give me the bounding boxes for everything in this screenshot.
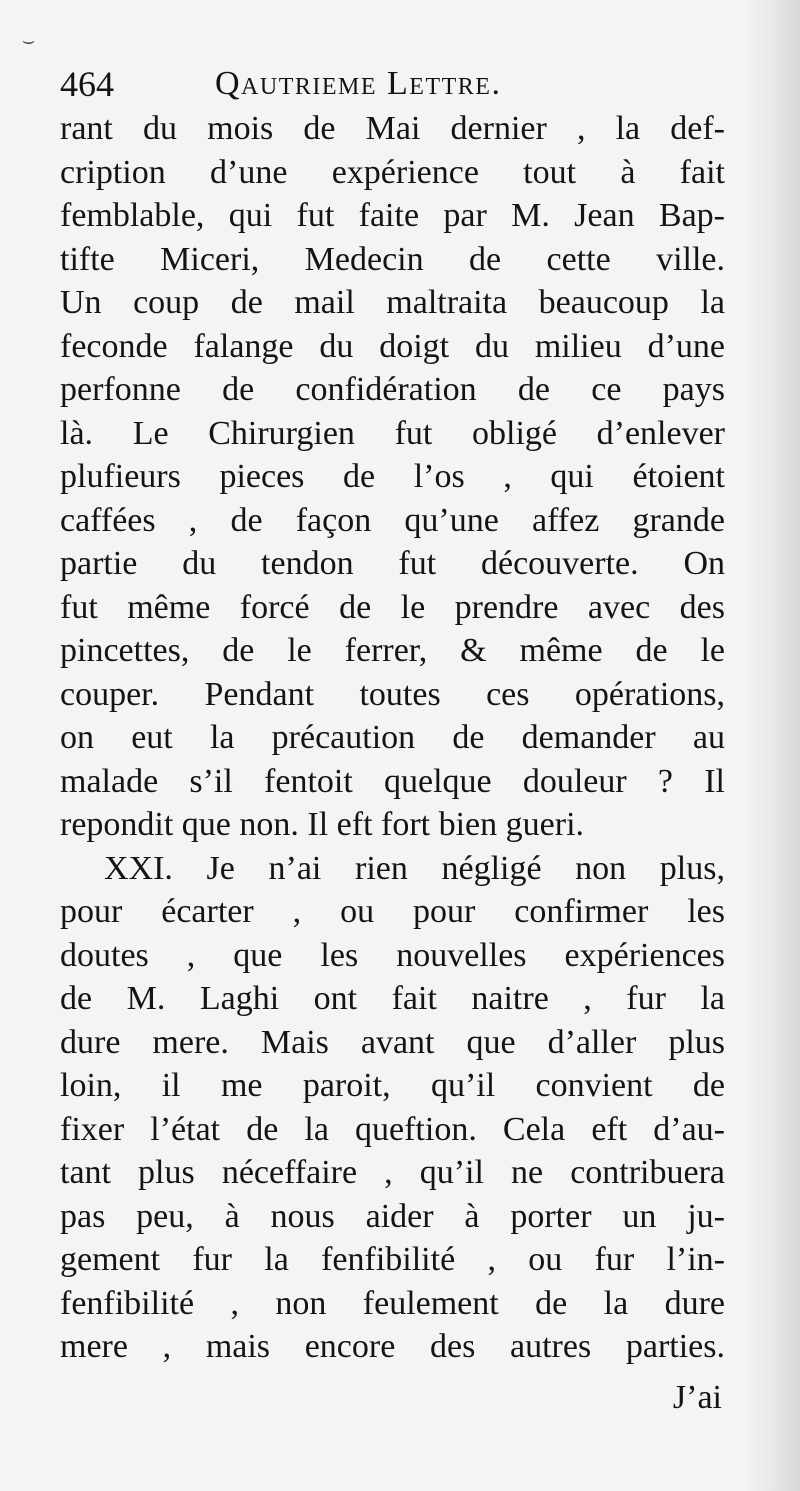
text-line: là. Le Chirurgien fut obligé d’enlever [60, 414, 725, 452]
text-line: repondit que non. Il eft fort bien gueri. [60, 806, 585, 843]
body-text [60, 107, 725, 1369]
text-line: gement fur la fenfibilité , ou fur l’in- [60, 1241, 725, 1278]
text-line: pas peu, à nous aider à porter un ju- [60, 1197, 725, 1235]
text-line: XXI. Je n’ai rien négligé non plus, [104, 849, 725, 887]
text-line: fixer l’état de la queftion. Cela eft d’au- [60, 1110, 725, 1148]
catchword: J’ai [672, 1379, 722, 1416]
page-gutter-shadow [742, 0, 800, 1491]
running-head [60, 62, 620, 106]
text-line: tifte Miceri, Medecin de cette ville. [60, 240, 725, 278]
text-line: tant plus néceffaire , qu’il ne contribuera [60, 1154, 725, 1191]
text-line: fenfibilité , non feulement de la dure [60, 1284, 725, 1322]
text-line: feconde falange du doigt du milieu d’une [60, 327, 725, 365]
text-line: cription d’une expérience tout à fait [60, 153, 725, 191]
text-line: plufieurs pieces de l’os , qui étoient [60, 458, 725, 495]
text-line: malade s’il fentoit quelque douleur ? Il [60, 762, 725, 800]
running-title: Qautrieme Lettre. [215, 65, 502, 102]
text-line: mere , mais encore des autres parties. [60, 1328, 725, 1365]
text-line: dure mere. Mais avant que d’aller plus [60, 1023, 725, 1061]
text-line: rant du mois de Mai dernier , la def- [60, 110, 725, 147]
text-line: pincettes, de le ferrer, & même de le [60, 632, 725, 669]
text-line: couper. Pendant toutes ces opérations, [60, 675, 725, 713]
page-number: 464 [60, 64, 114, 104]
text-line: perfonne de confidération de ce pays [60, 371, 725, 408]
text-line: loin, il me paroit, qu’il convient de [60, 1067, 725, 1104]
text-line: pour écarter , ou pour confirmer les [60, 893, 725, 930]
text-line: de M. Laghi ont fait naitre , fur la [60, 980, 725, 1017]
text-line: caffées , de façon qu’une affez grande [60, 501, 725, 539]
text-line: on eut la précaution de demander au [60, 719, 725, 756]
text-line: Un coup de mail maltraita beaucoup la [60, 284, 725, 321]
text-line: fut même forcé de le prendre avec des [60, 588, 725, 626]
corner-mark: ⌣ [22, 30, 36, 52]
text-line: doutes , que les nouvelles expériences [60, 936, 725, 974]
text-line: femblable, qui fut faite par M. Jean Bap- [60, 197, 725, 234]
text-line: partie du tendon fut découverte. On [60, 545, 725, 582]
